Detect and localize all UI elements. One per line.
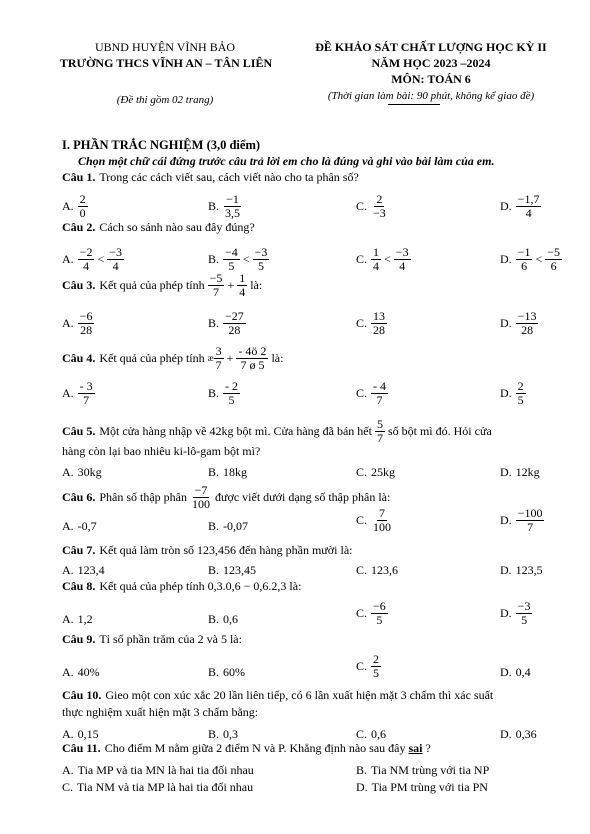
answer-option-a[interactable] (62, 519, 97, 534)
answer-option-c[interactable] (356, 563, 398, 578)
option-fraction (516, 600, 533, 626)
option-fraction-b (545, 246, 562, 272)
fraction-denominator: 4 (373, 258, 380, 273)
fraction-denominator: 0 (79, 205, 86, 220)
question-text: Phân số thập phân (99, 489, 190, 504)
answer-option-b[interactable] (208, 727, 238, 742)
option-text: 40% (77, 665, 100, 679)
option-text: Tia NM trùng với tia NP (371, 763, 490, 777)
option-letter: D. (500, 251, 512, 266)
fraction-numerator: - 3 (79, 379, 93, 393)
answer-option-d[interactable] (500, 600, 532, 626)
answer-option-c[interactable] (356, 600, 388, 626)
fraction-numerator: −3 (254, 245, 268, 259)
question-text: Tỉ số phần trăm của 2 và 5 là: (99, 632, 242, 646)
fraction-denominator: 4 (112, 258, 119, 273)
option-letter: A. (62, 251, 74, 266)
fraction-denominator: 28 (228, 322, 241, 337)
fraction-numerator: −6 (373, 599, 386, 613)
option-letter: C. (356, 563, 368, 577)
section-title: I. PHẦN TRẮC NGHIỆM (3,0 điểm) (62, 138, 261, 152)
question-text: Kết quả của phép tính 0,3.0,6 − 0,6.2,3 là: (99, 579, 302, 593)
option-operator: < (94, 251, 108, 266)
fraction-numerator: 5 (376, 417, 383, 431)
question-label: Câu 5. (62, 423, 96, 438)
fraction-denominator: 5 (517, 392, 524, 407)
answer-option-d[interactable] (500, 665, 531, 680)
answer-option-d[interactable] (500, 246, 562, 272)
header-divider (388, 104, 440, 105)
question-stem (62, 632, 242, 647)
fraction-numerator: −13 (517, 309, 537, 323)
answer-option-a[interactable] (62, 380, 95, 406)
option-letter: C. (356, 315, 368, 330)
option-letter: A. (62, 385, 74, 400)
answer-option-a[interactable] (62, 612, 93, 627)
expr-paren: æ (207, 352, 214, 363)
question-label: Câu 2. (62, 220, 96, 234)
fraction-numerator: 1 (373, 245, 380, 259)
inline-fraction (190, 484, 212, 510)
option-fraction-a (78, 246, 95, 272)
expr-fraction-a (208, 272, 225, 298)
answer-option-b[interactable] (208, 563, 256, 578)
question-text-after: được viết dưới dạng số thập phân là: (212, 489, 391, 504)
answer-option-a[interactable] (62, 246, 124, 272)
answer-option-c[interactable] (356, 727, 386, 742)
option-letter: C. (356, 605, 368, 620)
answer-option-d[interactable] (500, 507, 544, 533)
option-letter: B. (208, 251, 220, 266)
question-text: Một cửa hàng nhập về 42kg bột mì. Cửa hàng đã bán hết (99, 423, 375, 438)
option-letter: B. (356, 763, 368, 777)
option-fraction (516, 507, 545, 533)
option-letter: A. (62, 727, 74, 741)
option-text: Tia NM và tia MP là hai tia đối nhau (77, 780, 254, 794)
header-left-note: (Đề thi gồm 02 trang) (116, 94, 214, 106)
fraction-numerator: −5 (209, 271, 223, 285)
question-text-after: ? (422, 741, 431, 755)
option-fraction-a (223, 246, 240, 272)
fraction-denominator: 5 (376, 612, 383, 627)
option-letter: C. (356, 658, 368, 673)
header-right-line1: ĐỀ KHẢO SÁT CHẤT LƯỢNG HỌC KỲ II (315, 40, 547, 54)
option-fraction (371, 507, 393, 533)
answer-option-a[interactable] (62, 665, 100, 680)
question-stem (62, 688, 493, 703)
option-text: 30kg (77, 465, 102, 479)
answer-option-d[interactable] (356, 780, 488, 795)
question-stem (62, 484, 390, 510)
answer-option-a[interactable] (62, 465, 102, 480)
question-stem (62, 345, 283, 371)
option-text: Tia PM trùng với tia PN (371, 780, 488, 794)
question-label: Câu 6. (62, 489, 96, 504)
option-letter: A. (62, 465, 74, 479)
fraction-denominator: 7 (527, 519, 534, 534)
question-label: Câu 11. (62, 741, 101, 755)
answer-option-c[interactable] (356, 380, 388, 406)
option-text: 60% (223, 665, 246, 679)
option-text: 123,5 (515, 563, 543, 577)
fraction-denominator: 7 (215, 357, 222, 372)
expr-operator: + (224, 277, 238, 292)
option-text: 1,2 (77, 612, 93, 626)
option-letter: A. (62, 519, 74, 533)
header-left-line2: TRƯỜNG THCS VĨNH AN – TÂN LIÊN (59, 56, 273, 70)
answer-option-b[interactable] (208, 612, 238, 627)
fraction-denominator: 4 (525, 205, 532, 220)
fraction-numerator: 3 (215, 344, 222, 358)
fraction-denominator: 6 (550, 258, 557, 273)
fraction-denominator: 28 (80, 322, 93, 337)
question-text: Cho điểm M nằm giữa 2 điểm N và P. Khẳng định nào sau đây (104, 741, 409, 755)
answer-option-c[interactable] (356, 246, 411, 272)
question-stem (62, 543, 352, 558)
option-fraction-b (394, 246, 411, 272)
fraction-numerator: −6 (79, 309, 93, 323)
header-right-line2: NĂM HỌC 2023 –2024 (371, 56, 491, 70)
fraction-denominator: −3 (373, 205, 386, 220)
fraction-denominator: 7 (83, 392, 90, 407)
fraction-numerator: −5 (547, 245, 561, 259)
answer-option-d[interactable] (500, 563, 543, 578)
answer-option-b[interactable] (208, 193, 242, 219)
answer-option-b[interactable] (356, 763, 489, 778)
answer-option-b[interactable] (208, 246, 269, 272)
question-stem (62, 418, 492, 444)
option-fraction (371, 310, 387, 336)
option-text: 12kg (515, 465, 540, 479)
option-letter: B. (208, 563, 220, 577)
header-right-line3: MÔN: TOÁN 6 (391, 72, 471, 86)
question-stem (62, 170, 359, 185)
option-letter: B. (208, 519, 220, 533)
option-letter: B. (208, 385, 220, 400)
fraction-numerator: 2 (376, 192, 383, 206)
fraction-denominator: 7 (376, 430, 383, 445)
answer-option-b[interactable] (208, 310, 246, 336)
expr-fraction-a (214, 345, 224, 371)
option-letter: B. (208, 727, 220, 741)
answer-option-a[interactable] (62, 310, 94, 336)
inline-fraction (375, 418, 385, 444)
option-letter: A. (62, 315, 74, 330)
fraction-numerator: 2 (79, 192, 86, 206)
option-text: 0,15 (77, 727, 99, 741)
option-letter: C. (356, 727, 368, 741)
option-letter: A. (62, 612, 74, 626)
answer-option-b[interactable] (208, 519, 248, 534)
option-text: -0,07 (223, 519, 249, 533)
option-text: 123,6 (371, 563, 399, 577)
option-fraction-b (253, 246, 270, 272)
fraction-numerator: 2 (373, 652, 380, 666)
answer-option-d[interactable] (500, 193, 541, 219)
question-label: Câu 9. (62, 632, 96, 646)
option-fraction (223, 380, 240, 406)
option-fraction-a (371, 246, 381, 272)
fraction-denominator: 5 (228, 392, 235, 407)
fraction-numerator: −2 (79, 245, 93, 259)
option-letter: A. (62, 563, 74, 577)
section-instruction: Chọn một chữ cái đứng trước câu trả lời em cho là đúng và ghi vào bài làm của em. (78, 154, 495, 168)
option-fraction (371, 600, 388, 626)
option-letter: C. (356, 385, 368, 400)
option-letter: C. (356, 198, 368, 213)
question-label: Câu 4. (62, 350, 96, 365)
question-stem (62, 741, 431, 756)
option-text: 0,3 (223, 727, 239, 741)
question-text: Kết quả của phép tính (99, 277, 208, 292)
fraction-denominator: 5 (228, 258, 235, 273)
option-text: 0,6 (371, 727, 387, 741)
option-letter: D. (500, 465, 512, 479)
fraction-denominator: 28 (373, 322, 386, 337)
answer-option-d[interactable] (500, 310, 538, 336)
question-text: Kết quả của phép tính (99, 350, 208, 365)
option-fraction (516, 310, 539, 336)
option-fraction (371, 193, 388, 219)
question-text: Trong các cách viết sau, cách viết nào cho ta phân số? (99, 170, 359, 184)
option-letter: B. (208, 665, 220, 679)
header-left-line1: UBND HUYỆN VĨNH BẢO (94, 40, 236, 54)
fraction-denominator: 6 (521, 258, 528, 273)
fraction-numerator: 13 (373, 309, 386, 323)
fraction-numerator: - 2 (225, 379, 239, 393)
fraction-numerator: −7 (194, 483, 208, 497)
option-fraction (78, 193, 88, 219)
question-label: Câu 10. (62, 688, 102, 702)
option-fraction (516, 380, 526, 406)
option-letter: A. (62, 665, 74, 679)
option-letter: D. (500, 665, 512, 679)
fraction-denominator: 100 (192, 496, 210, 511)
option-text: -0,7 (77, 519, 97, 533)
fraction-numerator: - 4ö 2 (238, 344, 267, 358)
option-fraction (78, 310, 95, 336)
answer-option-a[interactable] (62, 763, 254, 778)
fraction-denominator: 7 ø 5 (240, 357, 265, 372)
option-letter: D. (500, 605, 512, 620)
fraction-numerator: −27 (225, 309, 244, 323)
fraction-numerator: 2 (517, 379, 524, 393)
fraction-denominator: 4 (239, 284, 246, 299)
option-text: 0,36 (515, 727, 537, 741)
option-operator: < (532, 251, 546, 266)
answer-option-c[interactable] (356, 310, 387, 336)
option-fraction-a (516, 246, 533, 272)
option-letter: D. (500, 727, 512, 741)
question-text: Cách so sánh nào sau đây đúng? (99, 220, 255, 234)
answer-option-a[interactable] (62, 563, 105, 578)
option-letter: B. (208, 465, 220, 479)
question-text-after: là: (247, 277, 263, 292)
fraction-denominator: 28 (521, 322, 534, 337)
answer-option-d[interactable] (500, 380, 526, 406)
answer-option-b[interactable] (208, 665, 245, 680)
answer-option-c[interactable] (356, 193, 388, 219)
option-letter: B. (208, 612, 220, 626)
question-label: Câu 1. (62, 170, 96, 184)
emphasis-word: sai (408, 741, 423, 755)
option-letter: D. (356, 780, 368, 794)
option-fraction (78, 380, 95, 406)
question-stem (62, 220, 255, 235)
option-letter: C. (356, 465, 368, 479)
fraction-numerator: −3 (109, 245, 123, 259)
fraction-numerator: −3 (395, 245, 409, 259)
option-text: 123,4 (77, 563, 105, 577)
option-fraction (223, 310, 246, 336)
fraction-numerator: −1 (517, 245, 531, 259)
fraction-denominator: 5 (521, 612, 528, 627)
option-text: 0,6 (223, 612, 239, 626)
fraction-numerator: −4 (225, 245, 238, 259)
answer-option-b[interactable] (208, 465, 247, 480)
option-text: 123,45 (223, 563, 257, 577)
question-label: Câu 7. (62, 543, 96, 557)
option-text: 0,4 (515, 665, 531, 679)
fraction-denominator: 7 (376, 392, 383, 407)
option-fraction (371, 380, 388, 406)
question-text: Kết quả làm tròn số 123,456 đến hàng phần mười là: (99, 543, 353, 557)
option-fraction (371, 653, 381, 679)
fraction-denominator: 7 (213, 284, 220, 299)
option-letter: A. (62, 763, 74, 777)
answer-option-d[interactable] (500, 727, 537, 742)
option-text: 25kg (371, 465, 396, 479)
question-text-after: là: (268, 350, 284, 365)
answer-option-c[interactable] (356, 507, 393, 533)
fraction-denominator: 100 (373, 519, 392, 534)
fraction-denominator: 4 (83, 258, 90, 273)
question-text-after: số bột mì đó. Hỏi cửa (384, 423, 492, 438)
fraction-numerator: −100 (517, 506, 543, 520)
fraction-numerator: −3 (517, 599, 531, 613)
option-letter: D. (500, 385, 512, 400)
answer-option-b[interactable] (208, 380, 240, 406)
answer-option-a[interactable] (62, 193, 88, 219)
option-text: Tia MP và tia MN là hai tia đối nhau (77, 763, 254, 777)
option-operator: < (239, 251, 253, 266)
option-letter: B. (208, 315, 220, 330)
answer-option-d[interactable] (500, 465, 540, 480)
option-letter: D. (500, 198, 512, 213)
question-text-line2: thực nghiệm xuất hiện mặt 3 chấm bằng: (62, 705, 259, 719)
option-letter: C. (356, 512, 368, 527)
option-letter: C. (62, 780, 74, 794)
fraction-numerator: 7 (379, 506, 386, 520)
option-letter: C. (356, 251, 368, 266)
fraction-denominator: 4 (399, 258, 406, 273)
option-fraction (223, 193, 242, 219)
question-stem (62, 579, 301, 594)
option-letter: D. (500, 315, 512, 330)
answer-option-c[interactable] (62, 780, 253, 795)
question-text-line2: hàng còn lại bao nhiêu ki-lô-gam bột mì? (62, 444, 261, 458)
option-letter: D. (500, 563, 512, 577)
answer-option-c[interactable] (356, 465, 395, 480)
option-letter: D. (500, 512, 512, 527)
fraction-denominator: 3,5 (225, 205, 241, 220)
option-fraction (516, 193, 542, 219)
question-label: Câu 8. (62, 579, 96, 593)
expr-fraction-b (236, 345, 268, 371)
answer-option-c[interactable] (356, 653, 381, 679)
fraction-numerator: −1,7 (517, 192, 540, 206)
fraction-denominator: 5 (257, 258, 264, 273)
question-label: Câu 3. (62, 277, 96, 292)
answer-option-a[interactable] (62, 727, 99, 742)
fraction-numerator: - 4 (373, 379, 387, 393)
fraction-numerator: 1 (239, 271, 246, 285)
expr-operator: + (223, 350, 237, 365)
fraction-numerator: −1 (226, 192, 239, 206)
option-operator: < (381, 251, 394, 266)
question-stem (62, 272, 262, 298)
fraction-denominator: 5 (373, 665, 380, 680)
option-fraction-b (107, 246, 124, 272)
option-letter: B. (208, 198, 220, 213)
option-letter: A. (62, 198, 74, 213)
question-text: Gieo một con xúc xắc 20 lần liên tiếp, có 6 lần xuất hiện mặt 3 chấm thì xác suất (105, 688, 494, 702)
option-text: 18kg (223, 465, 248, 479)
header-right-note: (Thời gian làm bài: 90 phút, không kể giao đề) (327, 90, 535, 102)
expr-fraction-b (237, 272, 247, 298)
